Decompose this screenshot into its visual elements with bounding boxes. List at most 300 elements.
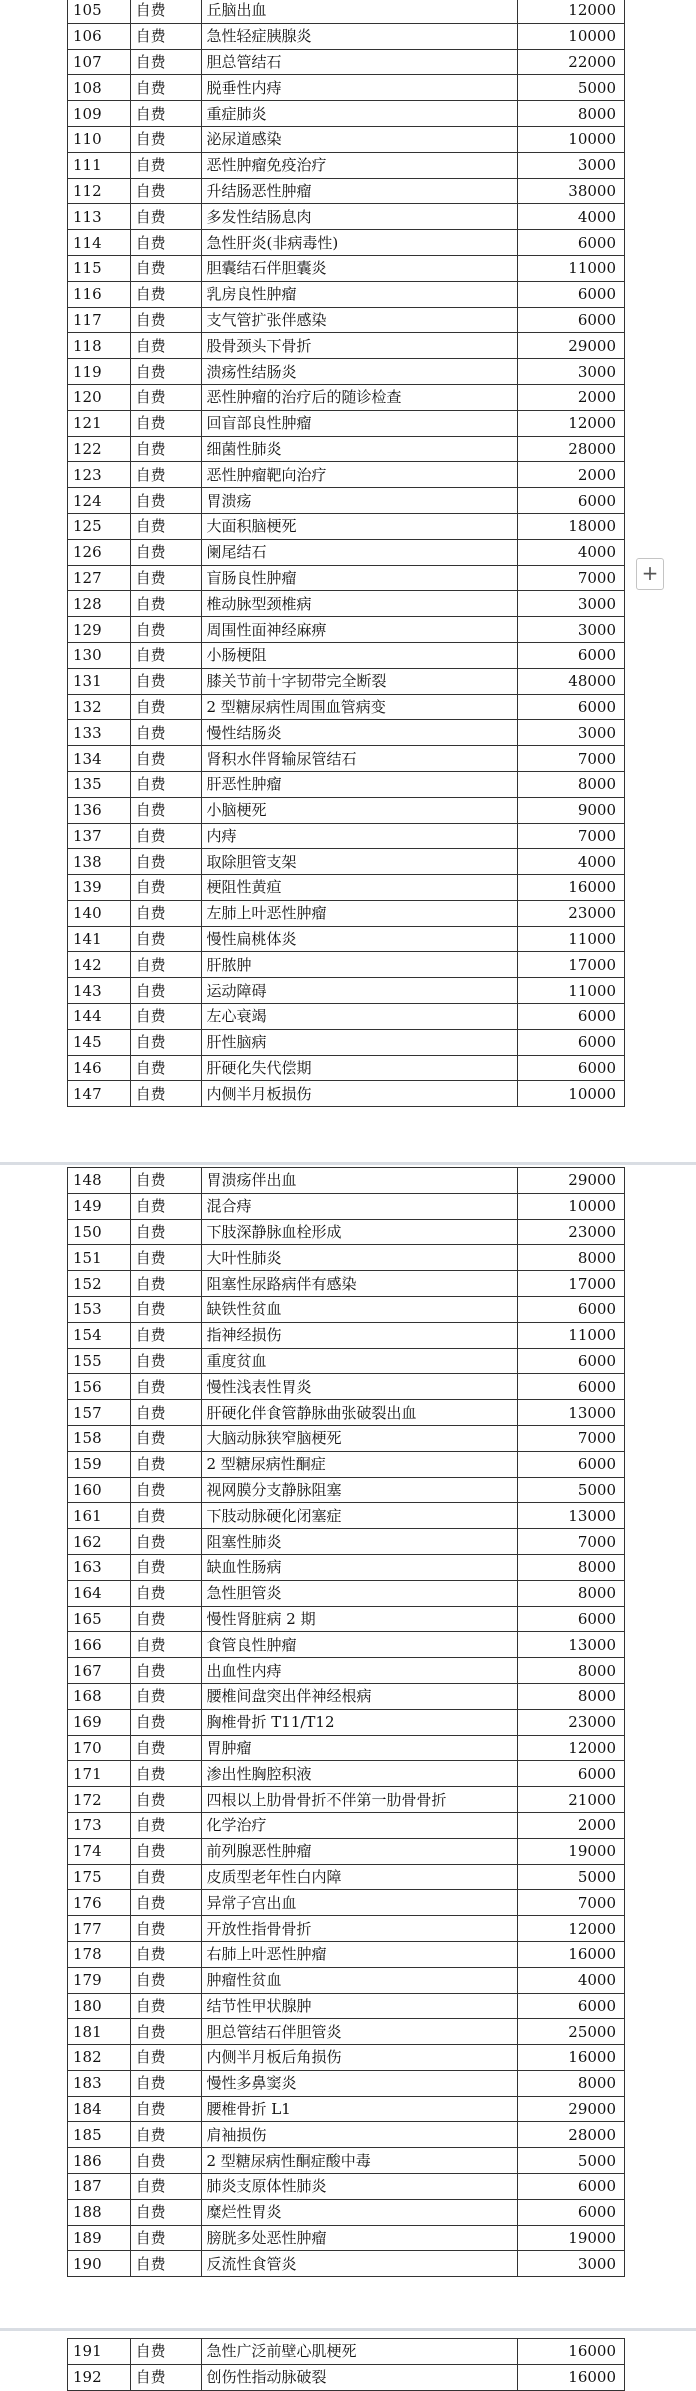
row-number: 167 [68,1658,131,1684]
payment-type: 自费 [130,1580,201,1606]
disease-name: 慢性扁桃体炎 [201,926,517,952]
amount: 5000 [517,2148,624,2174]
row-number: 165 [68,1606,131,1632]
table-row [68,230,625,256]
table-row [68,2174,625,2200]
table-row [68,565,625,591]
table-row [68,668,625,694]
row-number: 181 [68,2019,131,2045]
amount: 29000 [517,2096,624,2122]
row-number: 177 [68,1916,131,1942]
disease-name: 大面积脑梗死 [201,513,517,539]
table-row [68,1219,625,1245]
row-number: 159 [68,1451,131,1477]
payment-type: 自费 [130,1081,201,1107]
table-body [68,0,625,1107]
disease-name: 胃溃疡伴出血 [201,1168,517,1194]
row-number: 189 [68,2225,131,2251]
row-number: 121 [68,410,131,436]
disease-name: 回盲部良性肿瘤 [201,410,517,436]
disease-name: 创伤性指动脉破裂 [201,2364,517,2390]
disease-name: 多发性结肠息肉 [201,204,517,230]
payment-type: 自费 [130,2045,201,2071]
table-row [68,307,625,333]
table-row [68,359,625,385]
row-number: 185 [68,2122,131,2148]
amount: 3000 [517,591,624,617]
payment-type: 自费 [130,1606,201,1632]
page-separator [0,2328,696,2331]
payment-type: 自费 [130,1709,201,1735]
payment-type: 自费 [130,23,201,49]
row-number: 119 [68,359,131,385]
disease-name: 2 型糖尿病性酮症 [201,1451,517,1477]
row-number: 142 [68,952,131,978]
payment-type: 自费 [130,152,201,178]
row-number: 182 [68,2045,131,2071]
payment-type: 自费 [130,746,201,772]
page-separator [0,1162,696,1165]
table-row [68,2199,625,2225]
disease-name: 大叶性肺炎 [201,1245,517,1271]
table-row [68,1081,625,1107]
payment-type: 自费 [130,875,201,901]
table-row [68,1055,625,1081]
amount: 4000 [517,1967,624,1993]
disease-name: 急性轻症胰腺炎 [201,23,517,49]
row-number: 145 [68,1029,131,1055]
table-body [68,2339,625,2391]
disease-name: 升结肠恶性肿瘤 [201,178,517,204]
row-number: 148 [68,1168,131,1194]
payment-type: 自费 [130,1838,201,1864]
disease-name: 取除胆管支架 [201,849,517,875]
disease-name: 内侧半月板损伤 [201,1081,517,1107]
amount: 6000 [517,1374,624,1400]
amount: 17000 [517,1271,624,1297]
table-row [68,642,625,668]
disease-name: 重度贫血 [201,1348,517,1374]
row-number: 164 [68,1580,131,1606]
table-row [68,1503,625,1529]
table-row [68,591,625,617]
disease-name: 开放性指骨骨折 [201,1916,517,1942]
disease-name: 胸椎骨折 T11/T12 [201,1709,517,1735]
table-row [68,771,625,797]
table-row [68,1348,625,1374]
disease-name: 2 型糖尿病性酮症酸中毒 [201,2148,517,2174]
amount: 23000 [517,900,624,926]
row-number: 108 [68,75,131,101]
amount: 6000 [517,694,624,720]
disease-name: 大脑动脉狭窄脑梗死 [201,1425,517,1451]
payment-type: 自费 [130,1890,201,1916]
disease-name: 反流性食管炎 [201,2251,517,2277]
row-number: 137 [68,823,131,849]
amount: 11000 [517,978,624,1004]
payment-type: 自费 [130,178,201,204]
payment-type: 自费 [130,462,201,488]
row-number: 183 [68,2070,131,2096]
row-number: 143 [68,978,131,1004]
row-number: 136 [68,797,131,823]
table-row [68,1029,625,1055]
payment-type: 自费 [130,1374,201,1400]
table-row [68,1004,625,1030]
amount: 38000 [517,178,624,204]
row-number: 130 [68,642,131,668]
table-row [68,1735,625,1761]
payment-type: 自费 [130,1503,201,1529]
amount: 2000 [517,462,624,488]
payment-type: 自费 [130,1029,201,1055]
disease-name: 支气管扩张伴感染 [201,307,517,333]
payment-type: 自费 [130,952,201,978]
payment-type: 自费 [130,101,201,127]
amount: 28000 [517,2122,624,2148]
disease-name: 阑尾结石 [201,539,517,565]
table-row [68,1477,625,1503]
table-row [68,0,625,23]
payment-type: 自费 [130,1425,201,1451]
table-row [68,126,625,152]
table-row [68,1812,625,1838]
amount: 6000 [517,1055,624,1081]
row-number: 161 [68,1503,131,1529]
amount: 8000 [517,101,624,127]
row-number: 169 [68,1709,131,1735]
amount: 16000 [517,2339,624,2365]
row-number: 152 [68,1271,131,1297]
disease-name: 视网膜分支静脉阻塞 [201,1477,517,1503]
table-row [68,1967,625,1993]
disease-name: 右肺上叶恶性肿瘤 [201,1941,517,1967]
row-number: 120 [68,384,131,410]
amount: 23000 [517,1709,624,1735]
table-row [68,1400,625,1426]
payment-type: 自费 [130,1055,201,1081]
table-row [68,1425,625,1451]
disease-name: 内侧半月板后角损伤 [201,2045,517,2071]
payment-type: 自费 [130,333,201,359]
disease-name: 化学治疗 [201,1812,517,1838]
table-row [68,2251,625,2277]
table-row [68,2096,625,2122]
row-number: 171 [68,1761,131,1787]
amount: 4000 [517,204,624,230]
disease-name: 阻塞性肺炎 [201,1529,517,1555]
payment-type: 自费 [130,488,201,514]
row-number: 131 [68,668,131,694]
disease-name: 前列腺恶性肿瘤 [201,1838,517,1864]
row-number: 178 [68,1941,131,1967]
amount: 8000 [517,1554,624,1580]
table-row [68,694,625,720]
table-row [68,1838,625,1864]
cost-table [67,2338,625,2391]
disease-name: 肝恶性肿瘤 [201,771,517,797]
table-row [68,75,625,101]
payment-type: 自费 [130,978,201,1004]
table-row [68,1451,625,1477]
amount: 6000 [517,2174,624,2200]
disease-name: 肝脓肿 [201,952,517,978]
amount: 10000 [517,23,624,49]
table-row [68,1245,625,1271]
payment-type: 自费 [130,2364,201,2390]
row-number: 173 [68,1812,131,1838]
payment-type: 自费 [130,1168,201,1194]
payment-type: 自费 [130,1348,201,1374]
cost-table [67,0,625,1107]
row-number: 114 [68,230,131,256]
amount: 11000 [517,1322,624,1348]
table-row [68,1193,625,1219]
table-row [68,255,625,281]
payment-type: 自费 [130,1916,201,1942]
table-row [68,1787,625,1813]
payment-type: 自费 [130,384,201,410]
amount: 8000 [517,1683,624,1709]
amount: 8000 [517,771,624,797]
amount: 3000 [517,2251,624,2277]
payment-type: 自费 [130,307,201,333]
table-row [68,1864,625,1890]
table-row [68,823,625,849]
row-number: 175 [68,1864,131,1890]
table-row [68,2148,625,2174]
disease-name: 出血性内痔 [201,1658,517,1684]
payment-type: 自费 [130,1761,201,1787]
amount: 3000 [517,720,624,746]
amount: 12000 [517,410,624,436]
row-number: 158 [68,1425,131,1451]
amount: 16000 [517,875,624,901]
amount: 25000 [517,2019,624,2045]
row-number: 179 [68,1967,131,1993]
row-number: 118 [68,333,131,359]
row-number: 160 [68,1477,131,1503]
payment-type: 自费 [130,926,201,952]
disease-name: 渗出性胸腔积液 [201,1761,517,1787]
amount: 6000 [517,281,624,307]
payment-type: 自费 [130,720,201,746]
table-row [68,178,625,204]
row-number: 129 [68,617,131,643]
table-row [68,978,625,1004]
row-number: 162 [68,1529,131,1555]
table-row [68,101,625,127]
table-row [68,152,625,178]
amount: 8000 [517,1658,624,1684]
amount: 5000 [517,1864,624,1890]
table-row [68,1271,625,1297]
table-row [68,1658,625,1684]
disease-name: 周围性面神经麻痹 [201,617,517,643]
row-number: 124 [68,488,131,514]
table-row [68,1296,625,1322]
table-row [68,204,625,230]
payment-type: 自费 [130,900,201,926]
payment-type: 自费 [130,49,201,75]
disease-name: 慢性肾脏病 2 期 [201,1606,517,1632]
payment-type: 自费 [130,1296,201,1322]
row-number: 176 [68,1890,131,1916]
amount: 16000 [517,2045,624,2071]
amount: 5000 [517,1477,624,1503]
disease-name: 肾积水伴肾输尿管结石 [201,746,517,772]
amount: 10000 [517,126,624,152]
table-row [68,1993,625,2019]
amount: 6000 [517,1348,624,1374]
row-number: 106 [68,23,131,49]
table-row [68,539,625,565]
row-number: 126 [68,539,131,565]
table-row [68,849,625,875]
row-number: 163 [68,1554,131,1580]
amount: 8000 [517,2070,624,2096]
payment-type: 自费 [130,668,201,694]
disease-name: 梗阻性黄疸 [201,875,517,901]
table-row [68,875,625,901]
amount: 6000 [517,1296,624,1322]
disease-name: 恶性肿瘤免疫治疗 [201,152,517,178]
row-number: 150 [68,1219,131,1245]
amount: 28000 [517,436,624,462]
add-button[interactable]: + [636,558,664,590]
amount: 12000 [517,1735,624,1761]
amount: 7000 [517,1425,624,1451]
cost-table [67,1167,625,2277]
row-number: 116 [68,281,131,307]
table-row [68,488,625,514]
table-row [68,1761,625,1787]
row-number: 113 [68,204,131,230]
payment-type: 自费 [130,1193,201,1219]
table-body [68,1168,625,2277]
payment-type: 自费 [130,410,201,436]
disease-name: 左肺上叶恶性肿瘤 [201,900,517,926]
amount: 6000 [517,2199,624,2225]
amount: 48000 [517,668,624,694]
payment-type: 自费 [130,539,201,565]
disease-name: 股骨颈头下骨折 [201,333,517,359]
row-number: 153 [68,1296,131,1322]
amount: 16000 [517,2364,624,2390]
row-number: 110 [68,126,131,152]
row-number: 184 [68,2096,131,2122]
table-row [68,23,625,49]
amount: 16000 [517,1941,624,1967]
amount: 19000 [517,1838,624,1864]
disease-name: 下肢深静脉血栓形成 [201,1219,517,1245]
table-row [68,384,625,410]
row-number: 174 [68,1838,131,1864]
payment-type: 自费 [130,565,201,591]
disease-name: 缺血性肠病 [201,1554,517,1580]
row-number: 147 [68,1081,131,1107]
payment-type: 自费 [130,797,201,823]
payment-type: 自费 [130,1219,201,1245]
row-number: 115 [68,255,131,281]
disease-name: 急性胆管炎 [201,1580,517,1606]
amount: 5000 [517,75,624,101]
payment-type: 自费 [130,230,201,256]
amount: 6000 [517,230,624,256]
table-row [68,1580,625,1606]
amount: 4000 [517,849,624,875]
disease-name: 食管良性肿瘤 [201,1632,517,1658]
row-number: 190 [68,2251,131,2277]
row-number: 191 [68,2339,131,2365]
amount: 18000 [517,513,624,539]
amount: 17000 [517,952,624,978]
payment-type: 自费 [130,849,201,875]
amount: 6000 [517,1993,624,2019]
table-row [68,2122,625,2148]
disease-name: 指神经损伤 [201,1322,517,1348]
disease-name: 膀胱多处恶性肿瘤 [201,2225,517,2251]
disease-name: 慢性多鼻窦炎 [201,2070,517,2096]
disease-name: 四根以上肋骨骨折不伴第一肋骨骨折 [201,1787,517,1813]
disease-name: 腰椎骨折 L1 [201,2096,517,2122]
table-row [68,1168,625,1194]
amount: 13000 [517,1503,624,1529]
disease-name: 小肠梗阻 [201,642,517,668]
table-row [68,1374,625,1400]
disease-name: 脱垂性内痔 [201,75,517,101]
amount: 12000 [517,0,624,23]
disease-name: 恶性肿瘤靶向治疗 [201,462,517,488]
table-row [68,2045,625,2071]
row-number: 149 [68,1193,131,1219]
amount: 6000 [517,488,624,514]
payment-type: 自费 [130,281,201,307]
table-row [68,410,625,436]
table-row [68,1529,625,1555]
payment-type: 自费 [130,1787,201,1813]
table-row [68,720,625,746]
payment-type: 自费 [130,694,201,720]
disease-name: 急性肝炎(非病毒性) [201,230,517,256]
row-number: 166 [68,1632,131,1658]
disease-name: 肝性脑病 [201,1029,517,1055]
row-number: 186 [68,2148,131,2174]
payment-type: 自费 [130,204,201,230]
disease-name: 胆总管结石 [201,49,517,75]
disease-name: 椎动脉型颈椎病 [201,591,517,617]
table-row [68,1632,625,1658]
payment-type: 自费 [130,2251,201,2277]
table-row [68,1322,625,1348]
table-row [68,926,625,952]
row-number: 111 [68,152,131,178]
payment-type: 自费 [130,2070,201,2096]
payment-type: 自费 [130,75,201,101]
disease-name: 肝硬化失代偿期 [201,1055,517,1081]
amount: 3000 [517,152,624,178]
payment-type: 自费 [130,771,201,797]
table-row [68,952,625,978]
amount: 12000 [517,1916,624,1942]
row-number: 112 [68,178,131,204]
payment-type: 自费 [130,1864,201,1890]
row-number: 155 [68,1348,131,1374]
table-row [68,2225,625,2251]
table-row [68,513,625,539]
payment-type: 自费 [130,1245,201,1271]
row-number: 146 [68,1055,131,1081]
